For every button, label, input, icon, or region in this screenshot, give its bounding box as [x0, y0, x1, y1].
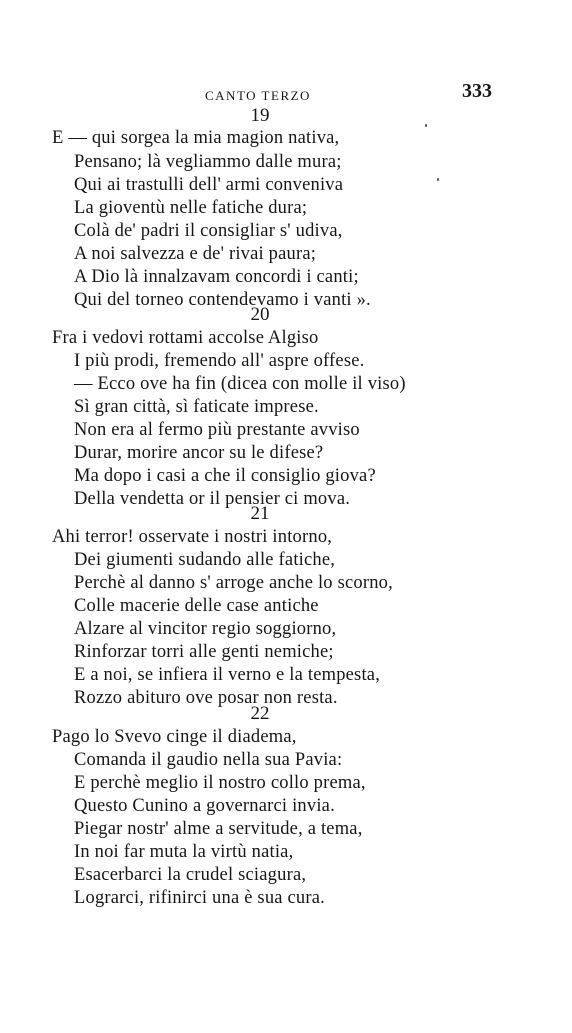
verse-line: Colle macerie delle case antiche	[74, 596, 319, 616]
verse-line: Qui del torneo contendevamo i vanti ».	[74, 290, 371, 310]
verse-line: Ma dopo i casi a che il consiglio giova?	[74, 466, 376, 486]
running-head: CANTO TERZO	[205, 88, 311, 103]
verse-line: A Dio là innalzavam concordi i canti;	[74, 267, 359, 287]
stanza-number: 19	[250, 105, 270, 126]
verse-line: Fra i vedovi rottami accolse Algiso	[52, 328, 319, 348]
verse-line: In noi far muta la virtù natia,	[74, 842, 294, 862]
verse-line: E perchè meglio il nostro collo prema,	[74, 773, 366, 793]
verse-line: Ahi terror! osservate i nostri intorno,	[52, 527, 333, 547]
verse-line: I più prodi, fremendo all' aspre offese.	[74, 351, 365, 371]
verse-line: Questo Cunino a governarci invia.	[74, 796, 335, 816]
verse-line: Rozzo abituro ove posar non resta.	[74, 688, 338, 708]
verse-line: E a noi, se infiera il verno e la tempesta,	[74, 665, 381, 685]
verse-line: Pensano; là vegliammo dalle mura;	[74, 152, 342, 172]
verse-line: Comanda il gaudio nella sua Pavia:	[74, 750, 343, 770]
verse-line: Perchè al danno s' arroge anche lo scorno,	[74, 573, 393, 593]
verse-line: Lograrci, rifinirci una è sua cura.	[74, 888, 325, 908]
verse-line: E — qui sorgea la mia magion nativa,	[52, 128, 340, 148]
verse-line: Della vendetta or il pensier ci mova.	[74, 489, 351, 509]
verse-line: Colà de' padri il consigliar s' udiva,	[74, 221, 343, 241]
verse-line: Durar, morire ancor su le difese?	[74, 443, 324, 463]
verse-line: Dei giumenti sudando alle fatiche,	[74, 550, 336, 570]
verse-line: Non era al fermo più prestante avviso	[74, 420, 360, 440]
ink-speck	[425, 124, 427, 127]
verse-line: Sì gran città, sì faticate imprese.	[74, 397, 319, 417]
verse-line: Qui ai trastulli dell' armi conveniva	[74, 175, 344, 195]
stanza-number: 21	[250, 503, 270, 524]
verse-line: — Ecco ove ha fin (dicea con molle il viso)	[74, 374, 406, 394]
verse-line: Alzare al vincitor regio soggiorno,	[74, 619, 337, 639]
stanza-number: 20	[250, 304, 270, 325]
verse-line: Esacerbarci la crudel sciagura,	[74, 865, 307, 885]
verse-line: A noi salvezza e de' rivai paura;	[74, 244, 317, 264]
verse-line: Piegar nostr' alme a servitude, a tema,	[74, 819, 363, 839]
stanza-number: 22	[250, 703, 270, 724]
ink-speck	[437, 178, 439, 181]
verse-line: Pago lo Svevo cinge il diadema,	[52, 727, 297, 747]
verse-line: Rinforzar torri alle genti nemiche;	[74, 642, 334, 662]
page-number: 333	[462, 80, 492, 102]
verse-line: La gioventù nelle fatiche dura;	[74, 198, 308, 218]
